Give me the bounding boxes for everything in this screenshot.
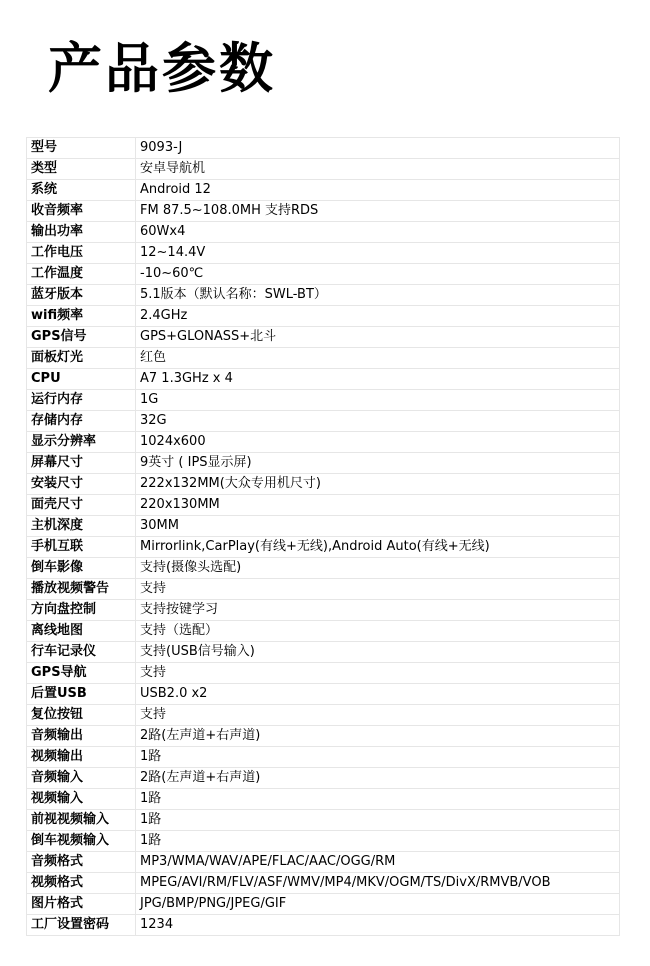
spec-row [27,684,620,705]
spec-row [27,222,620,243]
spec-label: 蓝牙版本 [27,285,136,306]
spec-row [27,642,620,663]
spec-label: wifi频率 [27,306,136,327]
spec-label: 视频输出 [27,747,136,768]
spec-row [27,327,620,348]
spec-value: 1路 [136,810,620,831]
spec-label: 主机深度 [27,516,136,537]
spec-label: 视频输入 [27,789,136,810]
spec-row [27,264,620,285]
spec-value: 1234 [136,915,620,936]
spec-label: 倒车影像 [27,558,136,579]
spec-label: GPS导航 [27,663,136,684]
spec-label: 手机互联 [27,537,136,558]
spec-value: 2.4GHz [136,306,620,327]
spec-value: 60Wx4 [136,222,620,243]
spec-label: 工作温度 [27,264,136,285]
spec-value: 9093-J [136,138,620,159]
spec-row [27,306,620,327]
spec-label: 图片格式 [27,894,136,915]
spec-row [27,873,620,894]
spec-row [27,726,620,747]
spec-label: 工厂设置密码 [27,915,136,936]
spec-label: 安装尺寸 [27,474,136,495]
spec-value: Android 12 [136,180,620,201]
spec-value: FM 87.5~108.0MH 支持RDS [136,201,620,222]
spec-label: 音频输出 [27,726,136,747]
spec-label: 收音频率 [27,201,136,222]
spec-value: 2路(左声道+右声道) [136,768,620,789]
spec-value: 1路 [136,789,620,810]
spec-value: 支持 [136,705,620,726]
spec-label: 运行内存 [27,390,136,411]
spec-row [27,663,620,684]
spec-value: 红色 [136,348,620,369]
spec-label: 复位按钮 [27,705,136,726]
spec-label: CPU [27,369,136,390]
spec-row [27,159,620,180]
spec-label: 屏幕尺寸 [27,453,136,474]
spec-row [27,852,620,873]
spec-label: 音频格式 [27,852,136,873]
spec-label: 方向盘控制 [27,600,136,621]
spec-value: 支持(摄像头选配) [136,558,620,579]
spec-row [27,579,620,600]
spec-value: A7 1.3GHz x 4 [136,369,620,390]
spec-row [27,474,620,495]
page-title: 产品参数 [48,37,276,100]
spec-label: 存储内存 [27,411,136,432]
spec-value: 30MM [136,516,620,537]
spec-value: 2路(左声道+右声道) [136,726,620,747]
spec-row [27,390,620,411]
spec-row [27,537,620,558]
spec-row [27,495,620,516]
spec-row [27,558,620,579]
spec-row [27,201,620,222]
spec-row [27,453,620,474]
spec-value: 1G [136,390,620,411]
spec-row [27,411,620,432]
spec-label: 输出功率 [27,222,136,243]
spec-value: 安卓导航机 [136,159,620,180]
spec-value: 222x132MM(大众专用机尺寸) [136,474,620,495]
spec-row [27,894,620,915]
spec-row [27,621,620,642]
spec-label: 离线地图 [27,621,136,642]
spec-value: 9英寸 ( IPS显示屏) [136,453,620,474]
spec-value: 1024x600 [136,432,620,453]
spec-value: Mirrorlink,CarPlay(有线+无线),Android Auto(有线+无线) [136,537,620,558]
spec-row [27,600,620,621]
spec-label: 播放视频警告 [27,579,136,600]
spec-label: 视频格式 [27,873,136,894]
spec-value: JPG/BMP/PNG/JPEG/GIF [136,894,620,915]
spec-label: 显示分辨率 [27,432,136,453]
spec-value: 支持 [136,663,620,684]
spec-row [27,831,620,852]
spec-table [26,137,620,936]
spec-value: MP3/WMA/WAV/APE/FLAC/AAC/OGG/RM [136,852,620,873]
spec-value: 支持(USB信号输入) [136,642,620,663]
spec-table-body [27,138,620,936]
spec-value: 支持 [136,579,620,600]
spec-label: 面壳尺寸 [27,495,136,516]
spec-value: 32G [136,411,620,432]
spec-label: 工作电压 [27,243,136,264]
spec-label: 音频输入 [27,768,136,789]
spec-row [27,138,620,159]
spec-row [27,243,620,264]
spec-label: 后置USB [27,684,136,705]
spec-value: MPEG/AVI/RM/FLV/ASF/WMV/MP4/MKV/OGM/TS/DivX/RMVB/VOB [136,873,620,894]
spec-label: 面板灯光 [27,348,136,369]
spec-label: 行车记录仪 [27,642,136,663]
spec-row [27,348,620,369]
spec-value: -10~60℃ [136,264,620,285]
spec-label: GPS信号 [27,327,136,348]
spec-row [27,705,620,726]
spec-label: 前视视频输入 [27,810,136,831]
spec-row [27,180,620,201]
spec-row [27,516,620,537]
spec-value: 12~14.4V [136,243,620,264]
spec-value: 支持（选配） [136,621,620,642]
spec-row [27,747,620,768]
spec-row [27,768,620,789]
spec-value: USB2.0 x2 [136,684,620,705]
spec-label: 类型 [27,159,136,180]
spec-value: 1路 [136,831,620,852]
spec-label: 系统 [27,180,136,201]
spec-row [27,285,620,306]
spec-row [27,789,620,810]
spec-row [27,915,620,936]
spec-value: 220x130MM [136,495,620,516]
spec-value: GPS+GLONASS+北斗 [136,327,620,348]
spec-value: 1路 [136,747,620,768]
spec-row [27,432,620,453]
spec-value: 5.1版本（默认名称：SWL-BT） [136,285,620,306]
spec-label: 型号 [27,138,136,159]
spec-label: 倒车视频输入 [27,831,136,852]
spec-row [27,369,620,390]
spec-value: 支持按键学习 [136,600,620,621]
spec-row [27,810,620,831]
